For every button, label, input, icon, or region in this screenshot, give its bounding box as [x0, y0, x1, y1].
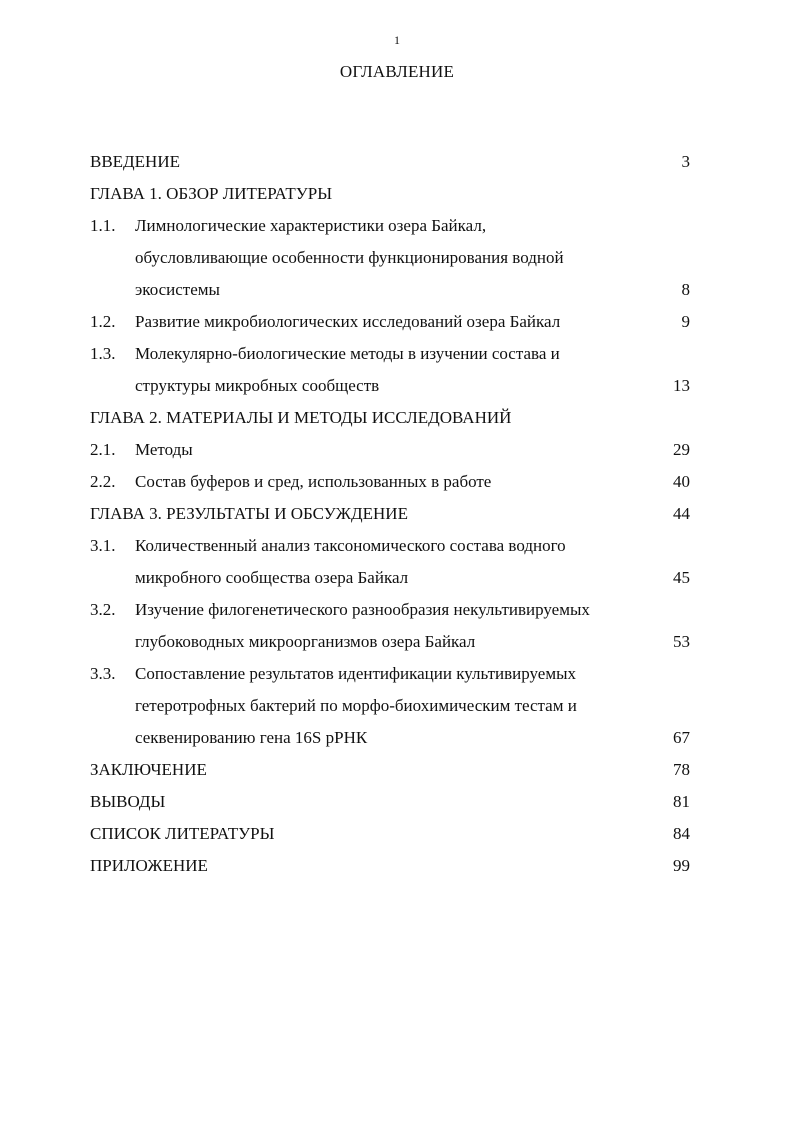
- toc-section-2-1[interactable]: [90, 434, 690, 466]
- toc-entry-intro[interactable]: [90, 146, 690, 178]
- toc-section-3-2[interactable]: [90, 594, 690, 658]
- toc-section-line: микробного сообщества озера Байкал: [135, 568, 409, 587]
- page-title: ОГЛАВЛЕНИЕ: [339, 62, 455, 81]
- toc-section-line: Развитие микробиологических исследований озера Байкал: [135, 312, 561, 331]
- toc-chapter-2[interactable]: [90, 402, 690, 434]
- toc-entry-title: ГЛАВА 2. МАТЕРИАЛЫ И МЕТОДЫ ИССЛЕДОВАНИЙ: [90, 408, 512, 427]
- toc-chapter-3[interactable]: [90, 498, 690, 530]
- toc-entry-title: ГЛАВА 3. РЕЗУЛЬТАТЫ И ОБСУЖДЕНИЕ: [90, 504, 408, 523]
- toc-entry-page: 67: [673, 728, 690, 747]
- toc-entry-page: 8: [681, 280, 690, 299]
- toc-entry-page: 78: [673, 760, 690, 779]
- toc-section-number: 1.3.: [90, 344, 116, 363]
- toc-section-number: 1.2.: [90, 312, 116, 331]
- toc-entry-title: ПРИЛОЖЕНИЕ: [90, 856, 208, 875]
- toc-section-line: Лимнологические характеристики озера Байкал,: [135, 216, 487, 235]
- toc-section-3-3[interactable]: [90, 658, 690, 754]
- page-number: 1: [394, 33, 400, 47]
- toc-section-line: Количественный анализ таксономического состава водного: [135, 536, 566, 555]
- toc-section-line: Изучение филогенетического разнообразия некультивируемых: [135, 600, 590, 619]
- toc-entry-page: 40: [673, 472, 690, 491]
- toc-entry-page: 45: [673, 568, 690, 587]
- toc-section-line: Молекулярно-биологические методы в изучении состава и: [135, 344, 560, 363]
- toc-entry-title: СПИСОК ЛИТЕРАТУРЫ: [90, 824, 275, 843]
- toc-entry-references[interactable]: [90, 818, 690, 850]
- toc-section-number: 3.3.: [90, 664, 116, 683]
- toc-section-number: 3.2.: [90, 600, 116, 619]
- toc-section-1-3[interactable]: [90, 338, 690, 402]
- toc-section-number: 2.1.: [90, 440, 116, 459]
- toc-section-line: Методы: [135, 440, 193, 459]
- toc-chapter-1[interactable]: [90, 178, 690, 210]
- toc-entry-page: 3: [681, 152, 690, 171]
- toc-entry-page: 84: [673, 824, 690, 843]
- toc-entry-title: ЗАКЛЮЧЕНИЕ: [90, 760, 207, 779]
- toc-entry-title: ВВЕДЕНИЕ: [90, 152, 180, 171]
- toc-entry-page: 81: [673, 792, 690, 811]
- toc-entry-appendix[interactable]: [90, 850, 690, 882]
- toc-section-number: 1.1.: [90, 216, 116, 235]
- toc-entry-page: 29: [673, 440, 690, 459]
- toc-section-number: 3.1.: [90, 536, 116, 555]
- toc-section-line: Состав буферов и сред, использованных в работе: [135, 472, 492, 491]
- toc-entry-page: 9: [681, 312, 690, 331]
- toc-section-line: глубоководных микроорганизмов озера Байкал: [135, 632, 476, 651]
- toc-section-1-1[interactable]: [90, 210, 690, 306]
- toc-section-2-2[interactable]: [90, 466, 690, 498]
- toc-section-number: 2.2.: [90, 472, 116, 491]
- toc-section-line: гетеротрофных бактерий по морфо-биохимическим тестам и: [135, 696, 577, 715]
- toc-entry-title: ВЫВОДЫ: [90, 792, 166, 811]
- toc-entry-page: 99: [673, 856, 690, 875]
- toc-section-line: структуры микробных сообществ: [135, 376, 380, 395]
- toc-section-line: экосистемы: [135, 280, 220, 299]
- table-of-contents: [90, 146, 690, 882]
- toc-section-3-1[interactable]: [90, 530, 690, 594]
- toc-entry-page: 53: [673, 632, 690, 651]
- toc-section-line: секвенированию гена 16S рРНК: [135, 728, 368, 747]
- toc-entry-findings[interactable]: [90, 786, 690, 818]
- toc-entry-page: 44: [673, 504, 690, 523]
- toc-entry-title: ГЛАВА 1. ОБЗОР ЛИТЕРАТУРЫ: [90, 184, 333, 203]
- toc-section-line: Сопоставление результатов идентификации культивируемых: [135, 664, 576, 683]
- toc-section-1-2[interactable]: [90, 306, 690, 338]
- toc-section-line: обусловливающие особенности функционирования водной: [135, 248, 564, 267]
- toc-entry-conclusion[interactable]: [90, 754, 690, 786]
- toc-entry-page: 13: [673, 376, 690, 395]
